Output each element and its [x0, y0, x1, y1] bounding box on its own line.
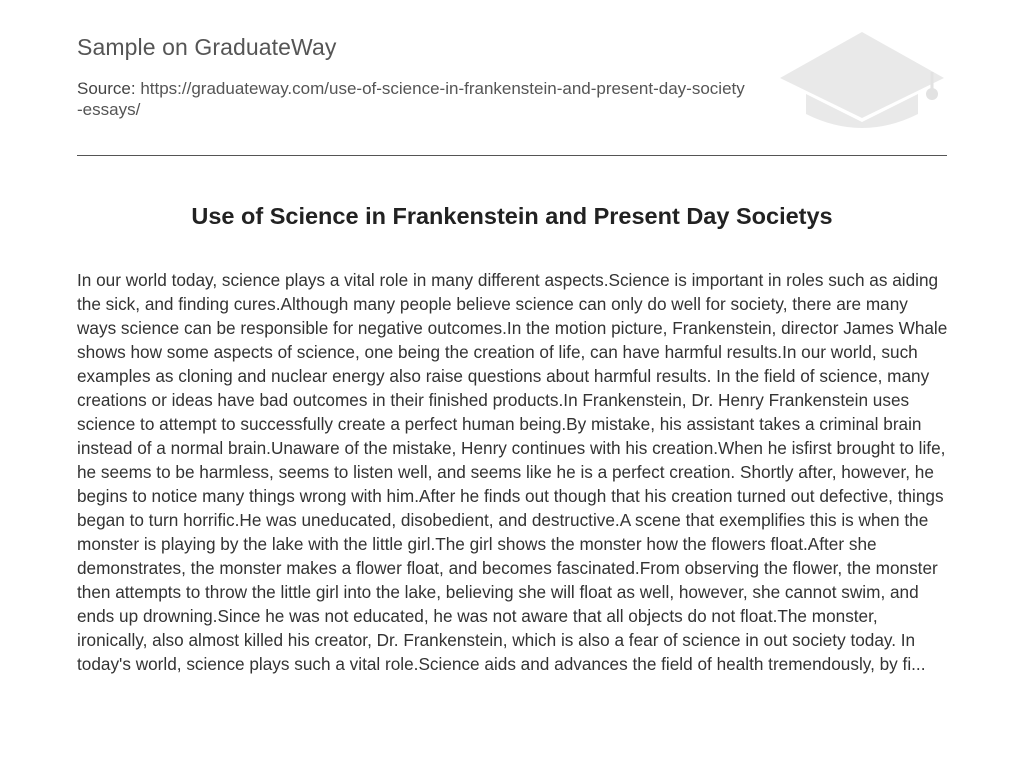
- site-title: Sample on GraduateWay: [77, 34, 337, 60]
- document-title: Use of Science in Frankenstein and Present Day Societys: [191, 203, 833, 229]
- document-body: In our world today, science plays a vital role in many different aspects.Science is important in roles such as aiding the sick, and finding cures.Although many people believe science can only do well for society, there are many ways science can be responsible for negative outcomes.In the motion picture, Frankenstein, director James Whale shows how some aspects of science, one being the creation of life, can have harmful results.In our world, such examples as cloning and nuclear energy also raise questions about harmful results. In the field of science, many creations or ideas have bad outcomes in their finished products.In Frankenstein, Dr. Henry Frankenstein uses science to attempt to successfully create a perfect human being.By mistake, his assistant takes a criminal brain instead of a normal brain.Unaware of the mistake, Henry continues with his creation.When he isfirst brought to life, he seems to be harmless, seems to listen well, and seems like he is a perfect creation. Shortly after, however, he begins to notice many things wrong with him.After he finds out though that his creation turned out defective, things began to turn horrific.He was uneducated, disobedient, and destructive.A scene that exemplifies this is when the monster is playing by the lake with the little girl.The girl shows the monster how the flowers float.After she demonstrates, the monster makes a flower float, and becomes fascinated.From observing the flower, the monster then attempts to throw the little girl into the lake, believing she will float as well, however, she cannot swim, and ends up drowning.Since he was not educated, he was not aware that all objects do not float.The monster, ironically, also almost killed his creator, Dr. Frankenstein, which is also a fear of science in out society today. In today's world, science plays such a vital role.Science aids and advances the field of health tremendously, by fi...: [77, 270, 948, 674]
- document-page: [77, 0, 947, 758]
- source-label: Source:: [77, 79, 136, 98]
- source-link[interactable]: https://graduateway.com/use-of-science-in-frankenstein-and-present-day-society-essays/: [77, 79, 745, 119]
- source-line: [77, 78, 747, 120]
- graduation-cap-icon: [780, 30, 946, 132]
- page-header: [77, 0, 947, 156]
